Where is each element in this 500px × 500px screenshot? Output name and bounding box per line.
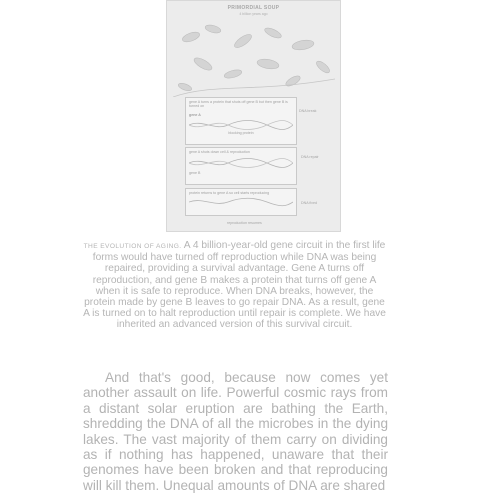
figure-title: PRIMORDIAL SOUP [227,5,280,11]
dna-strand-icon [189,197,293,207]
figure-subtitle: 4 billion years ago [239,12,268,16]
caption-text: A 4 billion-year-old gene circuit in the first life forms would have turned off reproduction while DNA was being repaired, providing a survival advantage. Gene A turns off reproduction, and gene B makes a protein that turns off gene A when it is safe to reproduce. When DNA breaks, however, the protein made by gene B leaves to go repair DNA. As a result, gene A is turned on to halt reproduction until repair is complete. We have inherited an advanced version of this survival circuit. [83,240,386,331]
dna-strand-icon [189,119,293,131]
microbe-illustration [173,19,335,97]
figure-panel-repair: gene A shuts down cell & reproduction gene B [185,147,297,185]
figure-panel-gene-a: gene A turns a protein that shuts off gene B but then gene B is turned on gene A blocking protein [185,97,297,145]
dna-strand-icon [189,157,293,169]
figure-caption [82,240,387,331]
figure-panel-resume: protein returns to gene A so cell starts reproducing [185,188,297,216]
illustration-figure: PRIMORDIAL SOUP 4 billion years ago gene A turns a protein that shuts off gene B but then gene B is turned on gene A blocking protein DNA break gene A shuts down cell & reproduction gene B DNA repair protein returns to gene A so cell starts reproducing DNA fixed reproduction resumes [166,0,341,232]
caption-lead: THE EVOLUTION OF AGING. [83,243,182,250]
body-paragraph: And that's good, because now comes yet another assault on life. Powerful cosmic rays from a distant solar eruption are bathing the Earth, shredding the DNA of all the microbes in the dying lakes. The vast majority of them carry on dividing as if nothing has happened, unaware that their genomes have been broken and that reproducing will kill them. Unequal amounts of DNA are shared [83,370,388,493]
